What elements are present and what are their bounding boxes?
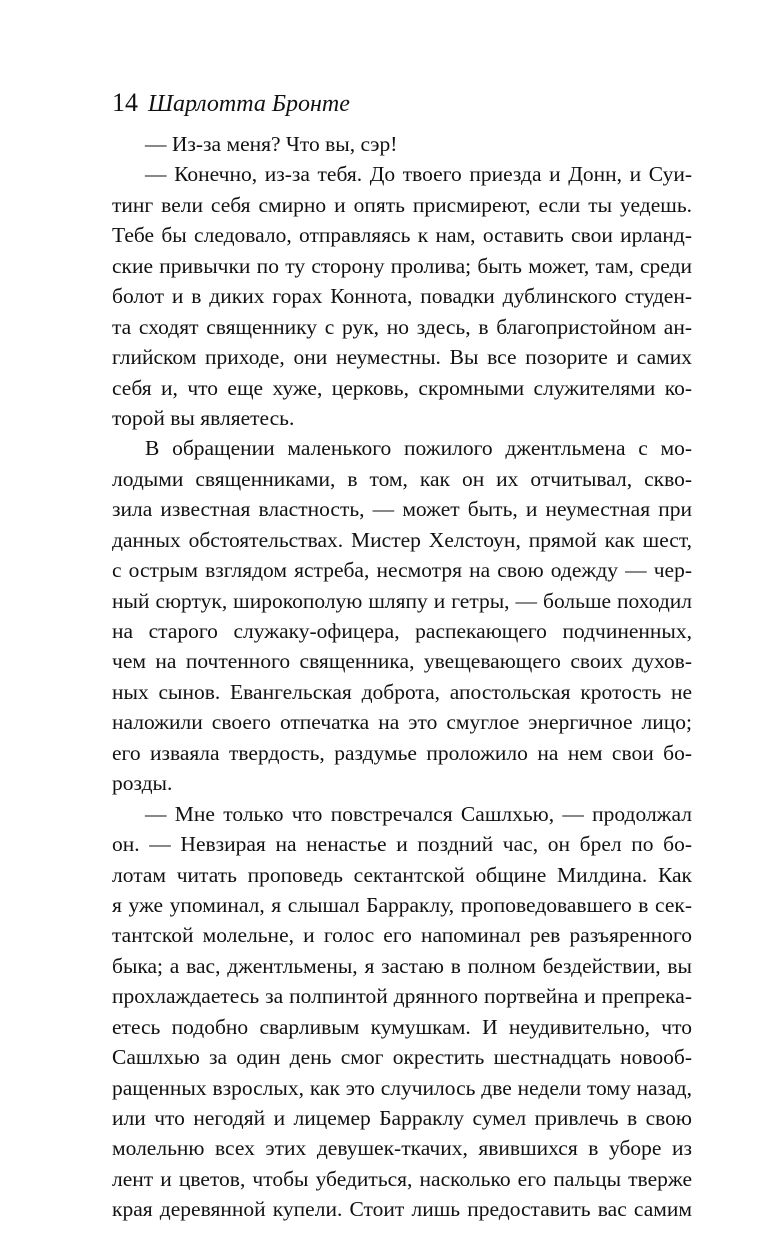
text-line: с острым взглядом ястреба, несмотря на свою одежду — чер- bbox=[112, 558, 692, 583]
text-line: ный сюртук, широкополую шляпу и гетры, — больше походил bbox=[112, 588, 692, 613]
text-line: на старого служаку-офицера, распекающего подчиненных, bbox=[112, 619, 692, 643]
text-line: он. — Невзирая на ненастье и поздний час, он брел по бо- bbox=[112, 832, 692, 857]
text-line: Сашлхью за один день смог окрестить шестнадцать новооб- bbox=[112, 1045, 692, 1070]
text-line: етесь подобно сварливым кумушкам. И неудивительно, что bbox=[112, 1014, 692, 1039]
text-line: прохлаждаетесь за полпинтой дрянного портвейна и препрека- bbox=[112, 984, 692, 1009]
text-line: тантской молельне, и голос его напоминал рев разъяренного bbox=[112, 923, 692, 948]
text-line: тинг вели себя смирно и опять присмиреют, если ты уедешь. bbox=[112, 192, 692, 217]
text-line: — Мне только что повстречался Сашлхью, — продолжал bbox=[145, 801, 692, 826]
text-line: Тебе бы следовало, отправляясь к нам, оставить свои ирланд- bbox=[112, 223, 692, 248]
text-line: ных сынов. Евангельская доброта, апостольская кротость не bbox=[112, 679, 692, 704]
text-line: — Из-за меня? Что вы, сэр! bbox=[145, 132, 398, 156]
text-line: болот и в диких горах Коннота, повадки дублинского студен- bbox=[112, 284, 692, 309]
text-line: розды. bbox=[112, 771, 173, 796]
text-line: чем на почтенного священника, увещевающего своих духов- bbox=[112, 649, 692, 674]
text-line: ращенных взрослых, как это случилось две недели тому назад, bbox=[112, 1075, 692, 1100]
running-title: Шарлотта Бронте bbox=[148, 91, 350, 117]
text-line: зила известная властность, — может быть, и неуместная при bbox=[112, 497, 692, 522]
text-line: или что негодяй и лицемер Барраклу сумел привлечь в свою bbox=[112, 1106, 692, 1130]
text-line: лотам читать проповедь сектантской общине Милдина. Как bbox=[112, 862, 692, 887]
text-line: В обращении маленького пожилого джентльмена с мо- bbox=[145, 436, 692, 461]
text-line: данных обстоятельствах. Мистер Хелстоун, прямой как шест, bbox=[112, 527, 692, 552]
text-line: торой вы являетесь. bbox=[112, 405, 295, 430]
text-line: лодыми священниками, в том, как он их отчитывал, скво- bbox=[112, 466, 692, 491]
text-line: глийском приходе, они неуместны. Вы все позорите и самих bbox=[112, 345, 692, 370]
text-line: ские привычки по ту сторону пролива; быть может, там, среди bbox=[112, 253, 692, 278]
text-line: быка; а вас, джентльмены, я застаю в полном бездействии, вы bbox=[112, 953, 692, 978]
text-line: молельню всех этих девушек-ткачих, явившихся в уборе из bbox=[112, 1136, 692, 1161]
page-header bbox=[112, 88, 350, 118]
text-line: себя и, что еще хуже, церковь, скромными служителями ко- bbox=[112, 375, 692, 400]
text-line: лент и цветов, чтобы убедиться, насколько его пальцы тверже bbox=[112, 1166, 692, 1191]
page-number: 14 bbox=[112, 88, 138, 117]
text-line: наложили своего отпечатка на это смуглое энергичное лицо; bbox=[112, 710, 692, 735]
text-line: та сходят священнику с рук, но здесь, в благопристойном ан- bbox=[112, 314, 692, 339]
text-line: края деревянной купели. Стоит лишь предоставить вас самим bbox=[112, 1197, 692, 1222]
text-line: его изваяла твердость, раздумье проложило на нем свои бо- bbox=[112, 740, 692, 765]
text-line: я уже упоминал, я слышал Барраклу, проповедовавшего в сек- bbox=[112, 892, 692, 917]
text-line: — Конечно, из-за тебя. До твоего приезда и Донн, и Суи- bbox=[145, 162, 692, 187]
body-text bbox=[112, 129, 692, 1225]
